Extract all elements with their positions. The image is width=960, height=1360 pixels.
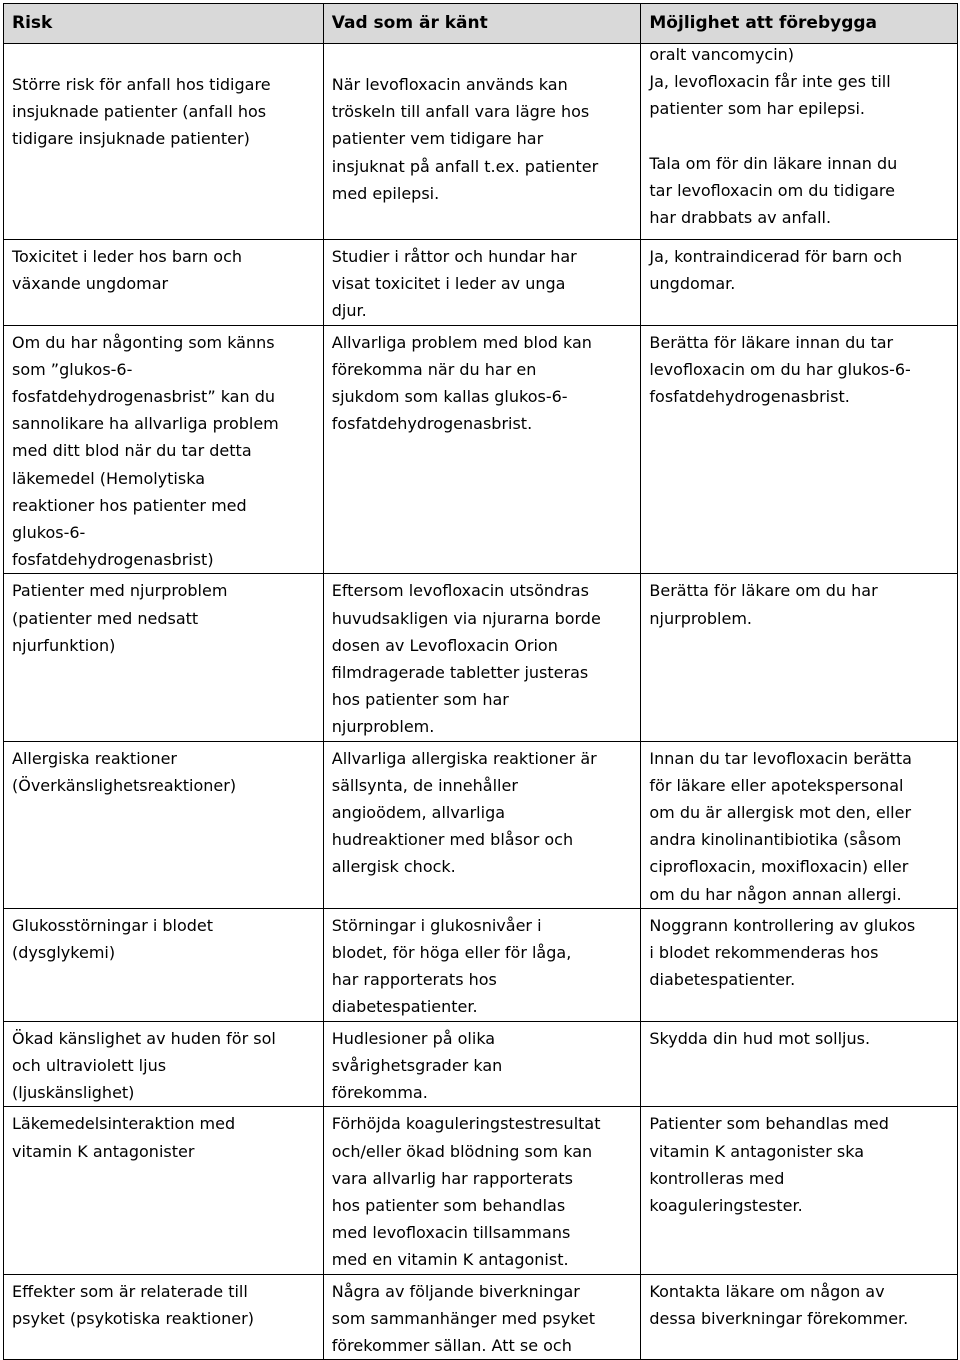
known-cell	[323, 325, 641, 574]
risk-text: Större risk för anfall hos tidigare insjuknade patienter (anfall hos tidigare insjuknade patienter)	[12, 75, 271, 149]
known-cell	[323, 741, 641, 908]
known-cell	[323, 1021, 641, 1107]
known-cell	[323, 1107, 641, 1274]
risk-text: Om du har någonting som känns som ”glukos-6- fosfatdehydrogenasbrist” kan du sannolikare ha allvarliga problem med ditt blod när du tar detta läkemedel (Hemolytiska reaktioner hos patienter med glukos-6- fosfatdehydrogenasbrist)	[12, 332, 279, 570]
known-cell	[323, 240, 641, 326]
prevent-cell	[641, 1107, 958, 1274]
table-row	[4, 741, 958, 908]
known-cell	[323, 44, 641, 240]
risk-table	[3, 3, 958, 1360]
known-text: Studier i råttor och hundar har visat toxicitet i leder av unga djur.	[331, 247, 577, 321]
prevent-cell	[641, 44, 958, 240]
prevent-carryover-text: oralt vancomycin)	[649, 45, 795, 64]
table-row	[4, 908, 958, 1021]
prevent-cell	[641, 1021, 958, 1107]
table-row	[4, 1107, 958, 1274]
risk-text: Läkemedelsinteraktion med vitamin K antagonister	[12, 1114, 236, 1161]
prevent-cell	[641, 741, 958, 908]
table-row	[4, 240, 958, 326]
prevent-text: Skydda din hud mot solljus.	[649, 1028, 871, 1048]
prevent-text: Berätta för läkare innan du tar levofloxacin om du har glukos-6- fosfatdehydrogenasbrist.	[649, 332, 911, 407]
risk-cell	[4, 741, 324, 908]
prevent-text: Patienter som behandlas med vitamin K antagonister ska kontrolleras med koaguleringstester.	[649, 1114, 889, 1215]
known-text: Förhöjda koaguleringstestresultat och/eller ökad blödning som kan vara allvarlig har rapporterats hos patienter som behandlas med levofloxacin tillsammans med en vitamin K antagonist.	[331, 1114, 601, 1270]
risk-cell	[4, 908, 324, 1021]
table-header-row	[4, 4, 958, 44]
risk-text: Patienter med njurproblem (patienter med nedsatt njurfunktion)	[12, 581, 228, 655]
prevent-text: Innan du tar levofloxacin berätta för läkare eller apotekspersonal om du är allergisk mot den, eller andra kinolinantibiotika (såsom ciprofloxacin, moxifloxacin) eller om du har någon annan allergi.	[649, 748, 912, 904]
risk-text: Glukosstörningar i blodet (dysglykemi)	[12, 915, 214, 963]
known-text: När levofloxacin används kan tröskeln till anfall vara lägre hos patienter vem tidigare har insjuknat på anfall t.ex. patienter med epilepsi.	[331, 75, 599, 203]
known-cell	[323, 908, 641, 1021]
prevent-cell	[641, 1274, 958, 1360]
table-row	[4, 1021, 958, 1107]
table-row	[4, 574, 958, 741]
header-prevent: Möjlighet att förebygga	[641, 4, 958, 44]
known-text: Störningar i glukosnivåer i blodet, för höga eller för låga, har rapporterats hos diabetespatienter.	[331, 915, 572, 1017]
known-text: Allvarliga allergiska reaktioner är sällsynta, de innehåller angioödem, allvarliga hudreaktioner med blåsor och allergisk chock.	[331, 748, 597, 877]
known-text: Eftersom levofloxacin utsöndras huvudsakligen via njurarna borde dosen av Levofloxacin Orion filmdragerade tabletter justeras hos patienter som har njurproblem.	[331, 581, 601, 737]
risk-cell	[4, 44, 324, 240]
table-row	[4, 1274, 958, 1360]
risk-cell	[4, 325, 324, 574]
risk-text: Toxicitet i leder hos barn och växande ungdomar	[12, 247, 243, 294]
known-text: Några av följande biverkningar som sammanhänger med psyket förekommer sällan. Att se och	[331, 1281, 595, 1355]
header-known: Vad som är känt	[323, 4, 641, 44]
risk-cell	[4, 240, 324, 326]
risk-cell	[4, 1274, 324, 1360]
known-cell	[323, 574, 641, 741]
risk-table-page	[3, 3, 958, 1360]
risk-cell	[4, 574, 324, 741]
risk-text: Effekter som är relaterade till psyket (psykotiska reaktioner)	[12, 1281, 254, 1328]
risk-text: Ökad känslighet av huden för sol och ultraviolett ljus (ljuskänslighet)	[12, 1028, 276, 1103]
prevent-cell	[641, 240, 958, 326]
prevent-text: Ja, levofloxacin får inte ges till patienter som har epilepsi.	[649, 72, 891, 119]
known-text: Allvarliga problem med blod kan förekomma när du har en sjukdom som kallas glukos-6- fosfatdehydrogenasbrist.	[331, 332, 592, 434]
prevent-cell	[641, 325, 958, 574]
risk-cell	[4, 1107, 324, 1274]
prevent-cell	[641, 574, 958, 741]
prevent-text: Berätta för läkare om du har njurproblem.	[649, 581, 878, 628]
paragraph-gap	[649, 123, 949, 150]
header-risk: Risk	[4, 4, 324, 44]
known-text: Hudlesioner på olika svårighetsgrader kan förekomma.	[331, 1028, 503, 1103]
known-cell	[323, 1274, 641, 1360]
risk-cell	[4, 1021, 324, 1107]
prevent-text-2: Tala om för din läkare innan du tar levofloxacin om du tidigare har drabbats av anfall.	[649, 153, 898, 228]
table-row	[4, 325, 958, 574]
prevent-text: Kontakta läkare om någon av dessa biverkningar förekommer.	[649, 1281, 909, 1328]
prevent-text: Ja, kontraindicerad för barn och ungdomar.	[649, 247, 903, 294]
table-row	[4, 44, 958, 240]
prevent-text: Noggrann kontrollering av glukos i blodet rekommenderas hos diabetespatienter.	[649, 915, 916, 990]
prevent-cell	[641, 908, 958, 1021]
risk-text: Allergiska reaktioner (Överkänslighetsreaktioner)	[12, 748, 237, 795]
